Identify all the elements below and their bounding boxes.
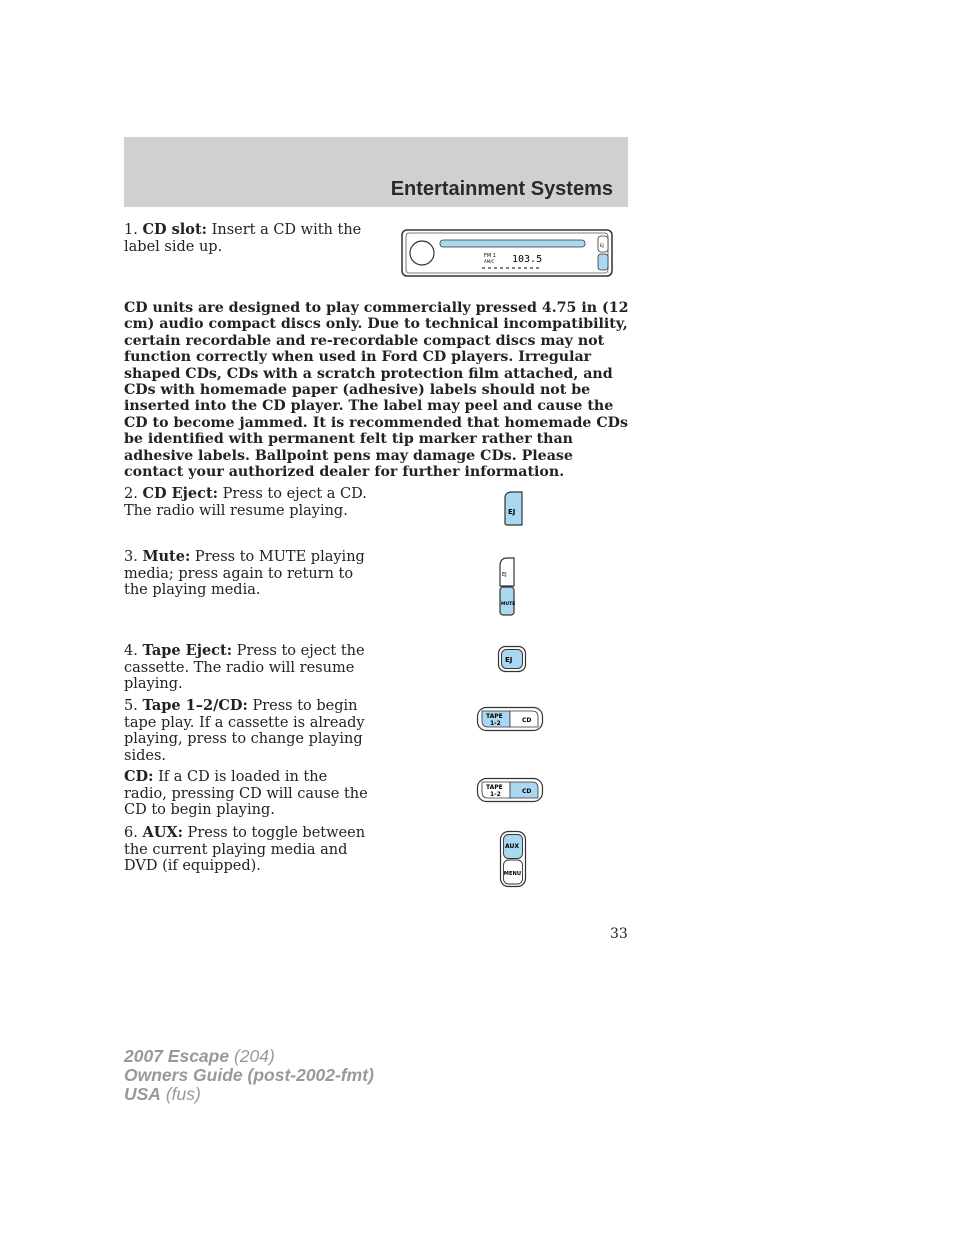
document-footer: 2007 Escape (204) Owners Guide (post-2002-fmt) USA (fus) bbox=[124, 1046, 374, 1104]
tape-cd-button-icon-cd-active bbox=[476, 777, 544, 803]
cd-warning-paragraph: CD units are designed to play commercially pressed 4.75 in (12 cm) audio compact discs only. Due to technical incompatibility, certain recordable and re-recordable compact discs may not function correctly when used in Ford CD players. Irregular shaped CDs, CDs with a scratch protection film attached, and CDs with homemade paper (adhesive) labels should not be inserted into the CD player. The label may peel and cause the CD to become jammed. It is recommended that homemade CDs be identified with permanent felt tip marker rather than adhesive labels. Ballpoint pens may damage CDs. Please contact your authorized dealer for further information. bbox=[124, 300, 629, 481]
svg-text:TAPE: TAPE bbox=[486, 713, 503, 720]
tape-cd-button-icon-tape-active bbox=[476, 706, 544, 732]
item-mute: 3. Mute: Press to MUTE playing media; press again to return to the playing media. bbox=[124, 548, 365, 598]
svg-text:AUX: AUX bbox=[505, 843, 519, 850]
svg-text:FM 1: FM 1 bbox=[484, 253, 496, 259]
radio-faceplate-illustration bbox=[400, 228, 614, 278]
svg-text:1-2: 1-2 bbox=[490, 791, 501, 798]
item-aux: 6. AUX: Press to toggle between the current playing media and DVD (if equipped). bbox=[124, 824, 366, 874]
tape-eject-button-icon bbox=[497, 645, 527, 673]
page-number: 33 bbox=[610, 926, 628, 942]
item-cd-slot: 1. CD slot: Insert a CD with the label side up. bbox=[124, 221, 362, 255]
svg-text:AM/C: AM/C bbox=[484, 259, 495, 264]
item-tape-eject: 4. Tape Eject: Press to eject the cassette. The radio will resume playing. bbox=[124, 642, 365, 692]
svg-text:CD: CD bbox=[522, 788, 532, 795]
svg-text:TAPE: TAPE bbox=[486, 784, 503, 791]
svg-text:EJ: EJ bbox=[502, 572, 507, 578]
svg-text:1-2: 1-2 bbox=[490, 720, 501, 727]
svg-text:EJ: EJ bbox=[505, 656, 513, 664]
item-cd: CD: If a CD is loaded in the radio, pressing CD will cause the CD to begin playing. bbox=[124, 768, 368, 818]
item-tape-cd: 5. Tape 1–2/CD: Press to begin tape play. If a cassette is already playing, press to change playing sides. bbox=[124, 697, 365, 764]
cd-eject-button-icon bbox=[502, 490, 526, 528]
svg-text:EJ: EJ bbox=[600, 243, 604, 248]
svg-text:MENU: MENU bbox=[503, 871, 522, 877]
section-title: Entertainment Systems bbox=[390, 178, 613, 200]
svg-text:103.5: 103.5 bbox=[512, 254, 543, 265]
svg-text:CD: CD bbox=[522, 717, 532, 724]
mute-button-icon bbox=[497, 556, 519, 618]
aux-menu-button-icon bbox=[499, 830, 527, 888]
header-band bbox=[124, 137, 628, 207]
svg-text:EJ: EJ bbox=[508, 508, 516, 516]
cd-slot-icon bbox=[440, 240, 585, 247]
item-cd-eject: 2. CD Eject: Press to eject a CD. The radio will resume playing. bbox=[124, 485, 367, 519]
volume-knob-icon bbox=[410, 241, 434, 265]
svg-text:MUTE: MUTE bbox=[501, 602, 516, 607]
